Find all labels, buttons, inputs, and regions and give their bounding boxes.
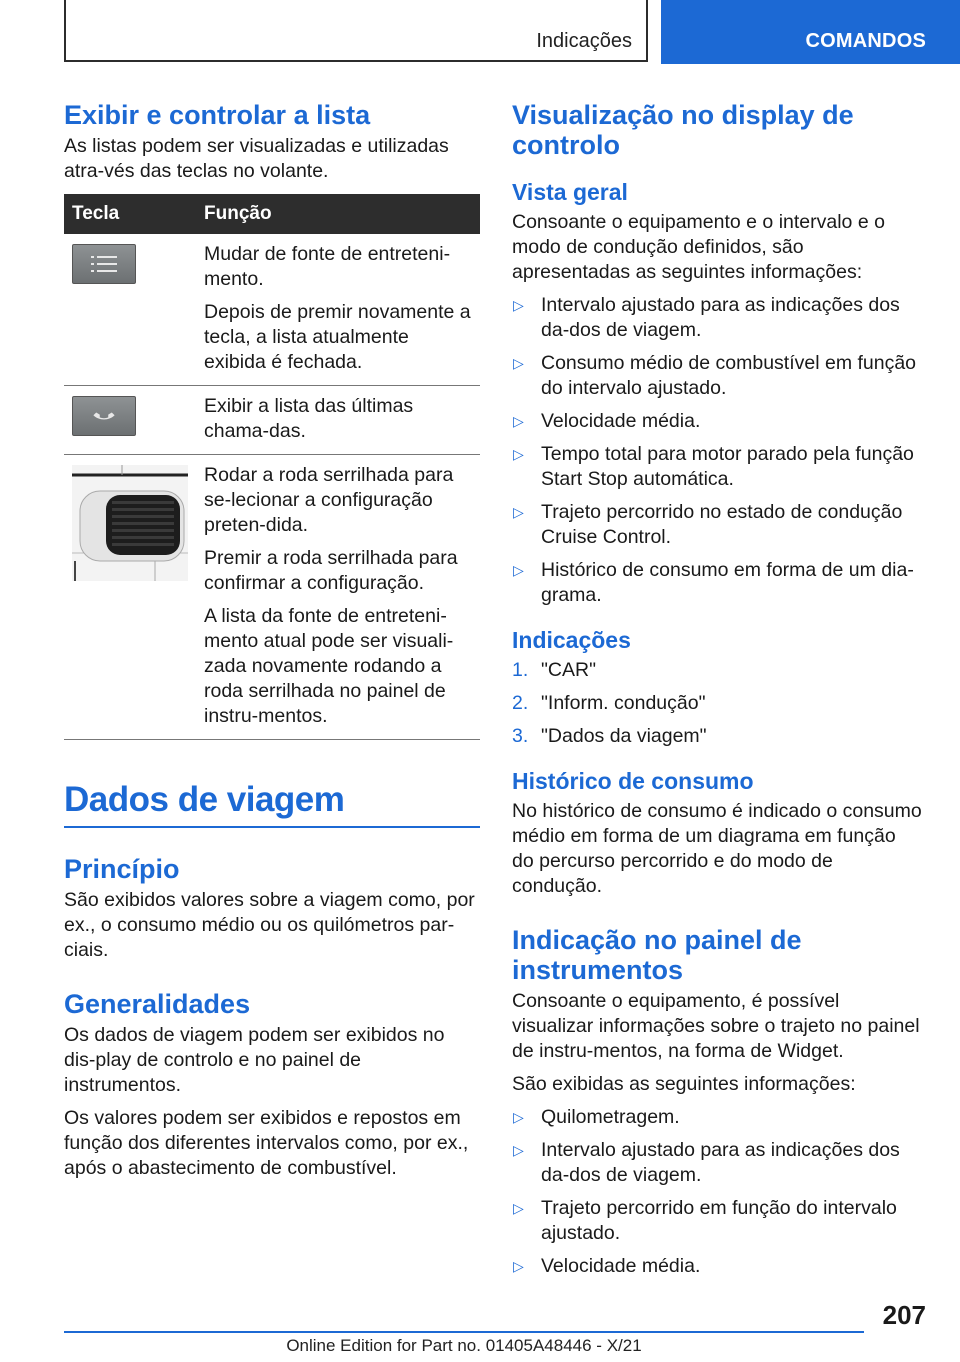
triangle-bullet-icon: ▷ [513, 1109, 524, 1125]
section-title-cluster: Indicação no painel de instrumentos [512, 925, 802, 985]
table-cell-text: Premir a roda serrilhada para confirmar a configuração. [204, 547, 458, 594]
triangle-bullet-icon: ▷ [513, 1142, 524, 1158]
header-section-tab [64, 0, 648, 62]
subsection-title-overview: Vista geral [512, 179, 628, 205]
table-header-key: Tecla [64, 194, 196, 234]
header-chapter-tab [661, 0, 960, 64]
list-item: ▷ Quilometragem. [513, 1106, 680, 1128]
triangle-bullet-icon: ▷ [513, 297, 524, 313]
cluster-text-2: São exibidas as seguintes informações: [512, 1073, 856, 1095]
triangle-bullet-icon: ▷ [513, 504, 524, 520]
table-cell-text: A lista da fonte de entreteni-mento atual pode ser visuali-zada novamente rodando a roda serrilhada no painel de instru-mentos. [204, 605, 454, 727]
subsection-title-history: Histórico de consumo [512, 768, 754, 794]
key-function-table [64, 194, 480, 740]
list-item: 2. "Inform. condução" [512, 692, 706, 714]
list-item: ▷ Trajeto percorrido em função do intervalo ajustado. [513, 1197, 897, 1244]
general-text-1: Os dados de viagem podem ser exibidos no dis-play de controlo e no painel de instrumentos. [64, 1024, 445, 1096]
table-row [64, 234, 480, 386]
section-title-control-display: Visualização no display de controlo [512, 100, 854, 160]
indications-steps [512, 658, 922, 749]
table-cell-text: Rodar a roda serrilhada para se-lecionar a configuração preten-dida. [204, 464, 454, 536]
subsection-title-indications: Indicações [512, 627, 631, 653]
triangle-bullet-icon: ▷ [513, 1200, 524, 1216]
right-column [512, 100, 922, 1287]
list-item: ▷ Intervalo ajustado para as indicações dos da-dos de viagem. [513, 1139, 900, 1186]
header-chapter-label: COMANDOS [805, 30, 926, 52]
list-button-icon [72, 244, 136, 284]
overview-bullet-list [512, 293, 922, 608]
list-item: ▷ Consumo médio de combustível em função do intervalo ajustado. [513, 352, 917, 399]
triangle-bullet-icon: ▷ [513, 355, 524, 371]
section-title-principle: Princípio [64, 854, 180, 884]
phone-button-icon [72, 396, 136, 436]
general-text-2: Os valores podem ser exibidos e repostos em função dos diferentes intervalos como, por ex., após o abastecimento de combustível. [64, 1107, 469, 1179]
list-item: 1. "CAR" [512, 659, 597, 681]
list-item: 3. "Dados da viagem" [512, 725, 707, 747]
table-cell-text: Depois de premir novamente a tecla, a lista atualmente exibida é fechada. [204, 301, 471, 373]
footer-divider [64, 1331, 864, 1333]
table-row [64, 386, 480, 455]
section-title-list: Exibir e controlar a lista [64, 100, 371, 130]
list-item: ▷ Histórico de consumo em forma de um dia-grama. [513, 559, 914, 606]
table-cell-text: Mudar de fonte de entreteni-mento. [204, 243, 451, 290]
overview-text: Consoante o equipamento e o intervalo e o modo de condução definidos, são apresentadas as seguintes informações: [512, 211, 885, 283]
left-column [64, 100, 480, 1189]
table-header-function: Função [196, 194, 480, 234]
table-row [64, 455, 480, 740]
list-item: ▷ Intervalo ajustado para as indicações dos da-dos de viagem. [513, 294, 900, 341]
principle-text: São exibidos valores sobre a viagem como, por ex., o consumo médio ou os quilómetros par-ciais. [64, 889, 475, 961]
triangle-bullet-icon: ▷ [513, 562, 524, 578]
cluster-bullet-list [512, 1105, 922, 1279]
thumbwheel-icon [72, 465, 188, 581]
cluster-text-1: Consoante o equipamento, é possível visualizar informações sobre o trajeto no painel de instru-mentos, na forma de Widget. [512, 990, 920, 1062]
list-intro: As listas podem ser visualizadas e utilizadas atra-vés das teclas no volante. [64, 135, 449, 182]
triangle-bullet-icon: ▷ [513, 413, 524, 429]
section-title-general: Generalidades [64, 989, 251, 1019]
table-cell-text: Exibir a lista das últimas chama-das. [204, 395, 414, 442]
chapter-title-trip-data: Dados de viagem [64, 780, 480, 828]
list-item: ▷ Trajeto percorrido no estado de condução Cruise Control. [513, 501, 903, 548]
header-section-label: Indicações [536, 30, 632, 52]
list-item: ▷ Tempo total para motor parado pela função Start Stop automática. [513, 443, 914, 490]
page-number: 207 [882, 1300, 926, 1330]
list-item: ▷ Velocidade média. [513, 410, 701, 432]
history-text: No histórico de consumo é indicado o consumo médio em forma de um diagrama em função do percurso percorrido e do modo de condução. [512, 800, 922, 897]
list-item: ▷ Velocidade média. [513, 1255, 701, 1277]
footer-edition: Online Edition for Part no. 01405A48446 - X/21 [286, 1336, 642, 1355]
triangle-bullet-icon: ▷ [513, 1258, 524, 1274]
triangle-bullet-icon: ▷ [513, 446, 524, 462]
